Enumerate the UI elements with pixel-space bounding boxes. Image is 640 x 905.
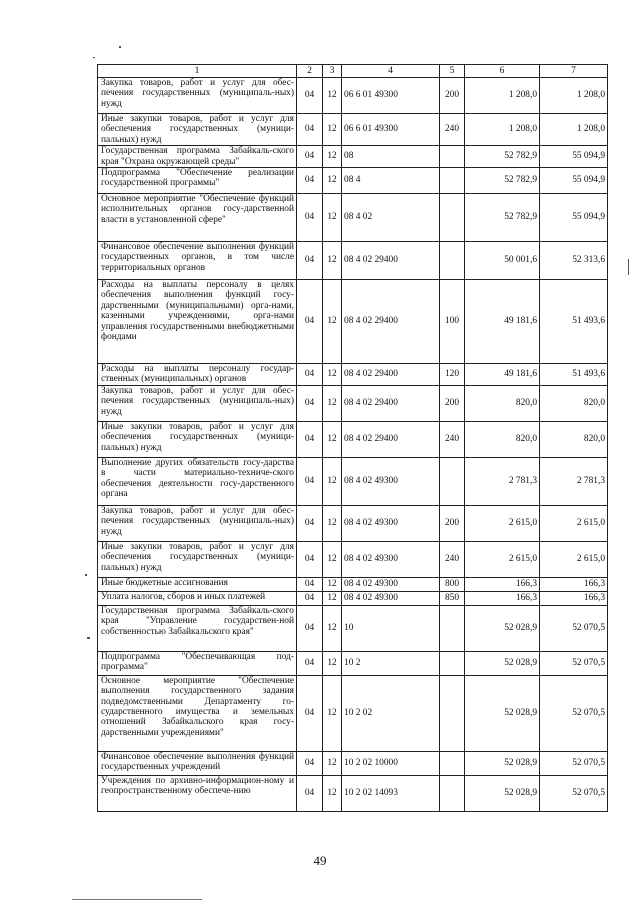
cell-section: 04: [297, 280, 323, 364]
cell-section: 04: [297, 385, 323, 421]
scan-speck: [85, 574, 87, 576]
cell-amount-col7: 55 094,9: [540, 146, 608, 168]
cell-amount-col7: 166,3: [540, 591, 608, 605]
cell-description: Расходы на выплаты персоналу в целях обеспечения выполнения функций госу-дарственными (муниципальными) орга-нами, казенными учреждениями, орга-нами управления государственными внебюджетными фондами: [98, 280, 297, 364]
cell-amount-col7: 2 781,3: [540, 457, 608, 505]
cell-amount-col6: 2 615,0: [465, 505, 540, 541]
cell-target-article: 08 4 02 29400: [342, 421, 440, 457]
cell-target-article: 10 2: [342, 651, 440, 675]
cell-description: Закупка товаров, работ и услуг для обес-печения государственных (муниципаль-ных) нужд: [98, 505, 297, 541]
cell-amount-col7: 52 070,5: [540, 605, 608, 651]
cell-amount-col7: 55 094,9: [540, 168, 608, 194]
cell-amount-col6: 49 181,6: [465, 280, 540, 364]
cell-section: 04: [297, 78, 323, 114]
cell-subsection: 12: [323, 651, 342, 675]
column-header-6: 6: [465, 65, 540, 78]
cell-section: 04: [297, 421, 323, 457]
cell-amount-col6: 52 028,9: [465, 651, 540, 675]
cell-description: Учреждения по архивно-информацион-ному и геопространственному обеспече-нию: [98, 775, 297, 811]
cell-expense-type: 850: [440, 591, 465, 605]
cell-subsection: 12: [323, 591, 342, 605]
table-row: [98, 78, 608, 114]
cell-amount-col7: 55 094,9: [540, 194, 608, 242]
cell-subsection: 12: [323, 385, 342, 421]
column-header-7: 7: [540, 65, 608, 78]
cell-amount-col6: 166,3: [465, 577, 540, 591]
cell-subsection: 12: [323, 675, 342, 751]
cell-description: Выполнение других обязательств госу-дарства в части материально-техниче-ского обеспечения деятельности госу-дарственного органа: [98, 457, 297, 505]
cell-description: Основное мероприятие "Обеспечение функций исполнительных органов госу-дарственной власти в установленной сфере": [98, 194, 297, 242]
cell-amount-col6: 52 028,9: [465, 605, 540, 651]
cell-target-article: 08 4 02 29400: [342, 364, 440, 386]
table-row: [98, 421, 608, 457]
cell-target-article: 10 2 02 10000: [342, 751, 440, 775]
scan-speck: [119, 46, 121, 48]
cell-section: 04: [297, 194, 323, 242]
cell-subsection: 12: [323, 775, 342, 811]
cell-subsection: 12: [323, 605, 342, 651]
cell-amount-col6: 2 615,0: [465, 541, 540, 577]
cell-amount-col7: 51 493,6: [540, 280, 608, 364]
column-header-1: 1: [98, 65, 297, 78]
cell-subsection: 12: [323, 421, 342, 457]
table-row: [98, 775, 608, 811]
cell-target-article: 08 4: [342, 168, 440, 194]
cell-section: 04: [297, 577, 323, 591]
cell-target-article: 06 6 01 49300: [342, 114, 440, 146]
cell-expense-type: [440, 457, 465, 505]
cell-amount-col7: 52 070,5: [540, 675, 608, 751]
cell-target-article: 08 4 02 29400: [342, 280, 440, 364]
cell-section: 04: [297, 146, 323, 168]
cell-amount-col6: 52 028,9: [465, 675, 540, 751]
budget-table: [97, 64, 608, 812]
cell-target-article: 08 4 02 49300: [342, 505, 440, 541]
cell-amount-col7: 2 615,0: [540, 505, 608, 541]
column-header-4: 4: [342, 65, 440, 78]
cell-target-article: 08 4 02 49300: [342, 457, 440, 505]
cell-expense-type: [440, 146, 465, 168]
cell-amount-col6: 52 028,9: [465, 751, 540, 775]
cell-expense-type: [440, 751, 465, 775]
cell-description: Основное мероприятие "Обеспечение выполнения государственного задания подведомственными Департаменту го-сударственного имущества и земельных отношений Забайкальского края госу-дарственными учреждениями": [98, 675, 297, 751]
cell-expense-type: 200: [440, 78, 465, 114]
cell-target-article: 08 4 02: [342, 194, 440, 242]
cell-description: Государственная программа Забайкаль-ского края "Охрана окружающей среды": [98, 146, 297, 168]
cell-description: Финансовое обеспечение выполнения функций государственных учреждений: [98, 751, 297, 775]
scan-speck: [93, 57, 95, 58]
table-row: [98, 651, 608, 675]
cell-description: Уплата налогов, сборов и иных платежей: [98, 591, 297, 605]
cell-amount-col6: 1 208,0: [465, 114, 540, 146]
cell-subsection: 12: [323, 78, 342, 114]
cell-expense-type: [440, 168, 465, 194]
cell-subsection: 12: [323, 194, 342, 242]
scan-speck: [628, 259, 629, 275]
cell-expense-type: 240: [440, 114, 465, 146]
cell-expense-type: 120: [440, 364, 465, 386]
cell-amount-col6: 2 781,3: [465, 457, 540, 505]
column-header-3: 3: [323, 65, 342, 78]
table-row: [98, 114, 608, 146]
column-header-5: 5: [440, 65, 465, 78]
cell-description: Закупка товаров, работ и услуг для обес-печения государственных (муниципаль-ных) нужд: [98, 385, 297, 421]
cell-expense-type: 240: [440, 421, 465, 457]
cell-description: Иные закупки товаров, работ и услуг для обеспечения государственных (муници-пальных) нужд: [98, 541, 297, 577]
cell-amount-col7: 51 493,6: [540, 364, 608, 386]
cell-subsection: 12: [323, 146, 342, 168]
table-row: [98, 577, 608, 591]
cell-description: Иные закупки товаров, работ и услуг для обеспечения государственных (муници-пальных) нужд: [98, 421, 297, 457]
table-row: [98, 280, 608, 364]
cell-amount-col7: 52 313,6: [540, 242, 608, 280]
cell-amount-col6: 166,3: [465, 591, 540, 605]
cell-description: Закупка товаров, работ и услуг для обес-печения государственных (муниципаль-ных) нужд: [98, 78, 297, 114]
table-row: [98, 591, 608, 605]
table-row: [98, 675, 608, 751]
cell-description: Иные закупки товаров, работ и услуг для обеспечения государственных (муници-пальных) нужд: [98, 114, 297, 146]
cell-expense-type: [440, 651, 465, 675]
cell-amount-col6: 52 782,9: [465, 146, 540, 168]
cell-amount-col7: 166,3: [540, 577, 608, 591]
cell-expense-type: 800: [440, 577, 465, 591]
cell-expense-type: 100: [440, 280, 465, 364]
cell-subsection: 12: [323, 505, 342, 541]
cell-section: 04: [297, 675, 323, 751]
cell-section: 04: [297, 457, 323, 505]
cell-amount-col6: 820,0: [465, 421, 540, 457]
cell-subsection: 12: [323, 280, 342, 364]
cell-amount-col7: 1 208,0: [540, 114, 608, 146]
cell-target-article: 08 4 02 29400: [342, 385, 440, 421]
footer-rule: [72, 899, 202, 900]
cell-description: Финансовое обеспечение выполнения функций государственных органов, в том числе территориальных органов: [98, 242, 297, 280]
cell-subsection: 12: [323, 168, 342, 194]
cell-amount-col7: 1 208,0: [540, 78, 608, 114]
cell-description: Иные бюджетные ассигнования: [98, 577, 297, 591]
cell-subsection: 12: [323, 114, 342, 146]
cell-amount-col6: 1 208,0: [465, 78, 540, 114]
cell-amount-col6: 52 782,9: [465, 194, 540, 242]
cell-section: 04: [297, 168, 323, 194]
table-row: [98, 751, 608, 775]
column-header-2: 2: [297, 65, 323, 78]
cell-target-article: 10: [342, 605, 440, 651]
cell-target-article: 08 4 02 49300: [342, 591, 440, 605]
cell-target-article: 08 4 02 49300: [342, 541, 440, 577]
cell-subsection: 12: [323, 457, 342, 505]
cell-expense-type: 200: [440, 505, 465, 541]
cell-expense-type: [440, 605, 465, 651]
table-row: [98, 385, 608, 421]
cell-expense-type: [440, 675, 465, 751]
cell-amount-col6: 52 028,9: [465, 775, 540, 811]
cell-expense-type: [440, 194, 465, 242]
cell-section: 04: [297, 114, 323, 146]
cell-amount-col7: 820,0: [540, 421, 608, 457]
cell-description: Подпрограмма "Обеспечивающая под-программа": [98, 651, 297, 675]
cell-expense-type: [440, 775, 465, 811]
cell-section: 04: [297, 541, 323, 577]
cell-target-article: 08 4 02 49300: [342, 577, 440, 591]
cell-amount-col6: 52 782,9: [465, 168, 540, 194]
cell-target-article: 08 4 02 29400: [342, 242, 440, 280]
cell-amount-col7: 52 070,5: [540, 651, 608, 675]
cell-description: Государственная программа Забайкаль-ского края "Управление государствен-ной собственностью Забайкальского края": [98, 605, 297, 651]
cell-subsection: 12: [323, 751, 342, 775]
cell-target-article: 08: [342, 146, 440, 168]
cell-section: 04: [297, 751, 323, 775]
cell-section: 04: [297, 242, 323, 280]
cell-target-article: 10 2 02: [342, 675, 440, 751]
cell-amount-col7: 52 070,5: [540, 751, 608, 775]
scan-speck: [87, 637, 90, 639]
cell-section: 04: [297, 651, 323, 675]
cell-section: 04: [297, 775, 323, 811]
cell-section: 04: [297, 591, 323, 605]
cell-subsection: 12: [323, 242, 342, 280]
cell-subsection: 12: [323, 541, 342, 577]
page-number: 49: [313, 853, 327, 868]
cell-target-article: 10 2 02 14093: [342, 775, 440, 811]
table-row: [98, 541, 608, 577]
table-row: [98, 168, 608, 194]
cell-amount-col6: 820,0: [465, 385, 540, 421]
table-row: [98, 194, 608, 242]
cell-target-article: 06 6 01 49300: [342, 78, 440, 114]
cell-amount-col7: 2 615,0: [540, 541, 608, 577]
cell-expense-type: 200: [440, 385, 465, 421]
cell-description: Расходы на выплаты персоналу государ-ственных (муниципальных) органов: [98, 364, 297, 386]
table-row: [98, 605, 608, 651]
cell-description: Подпрограмма "Обеспечение реализации государственной программы": [98, 168, 297, 194]
cell-section: 04: [297, 605, 323, 651]
cell-amount-col7: 820,0: [540, 385, 608, 421]
header-row: [98, 65, 608, 78]
cell-section: 04: [297, 505, 323, 541]
cell-subsection: 12: [323, 577, 342, 591]
table-row: [98, 364, 608, 386]
table-row: [98, 457, 608, 505]
cell-amount-col6: 50 001,6: [465, 242, 540, 280]
cell-expense-type: 240: [440, 541, 465, 577]
cell-expense-type: [440, 242, 465, 280]
cell-section: 04: [297, 364, 323, 386]
table-row: [98, 505, 608, 541]
cell-amount-col7: 52 070,5: [540, 775, 608, 811]
table-row: [98, 146, 608, 168]
cell-amount-col6: 49 181,6: [465, 364, 540, 386]
table-row: [98, 242, 608, 280]
cell-subsection: 12: [323, 364, 342, 386]
